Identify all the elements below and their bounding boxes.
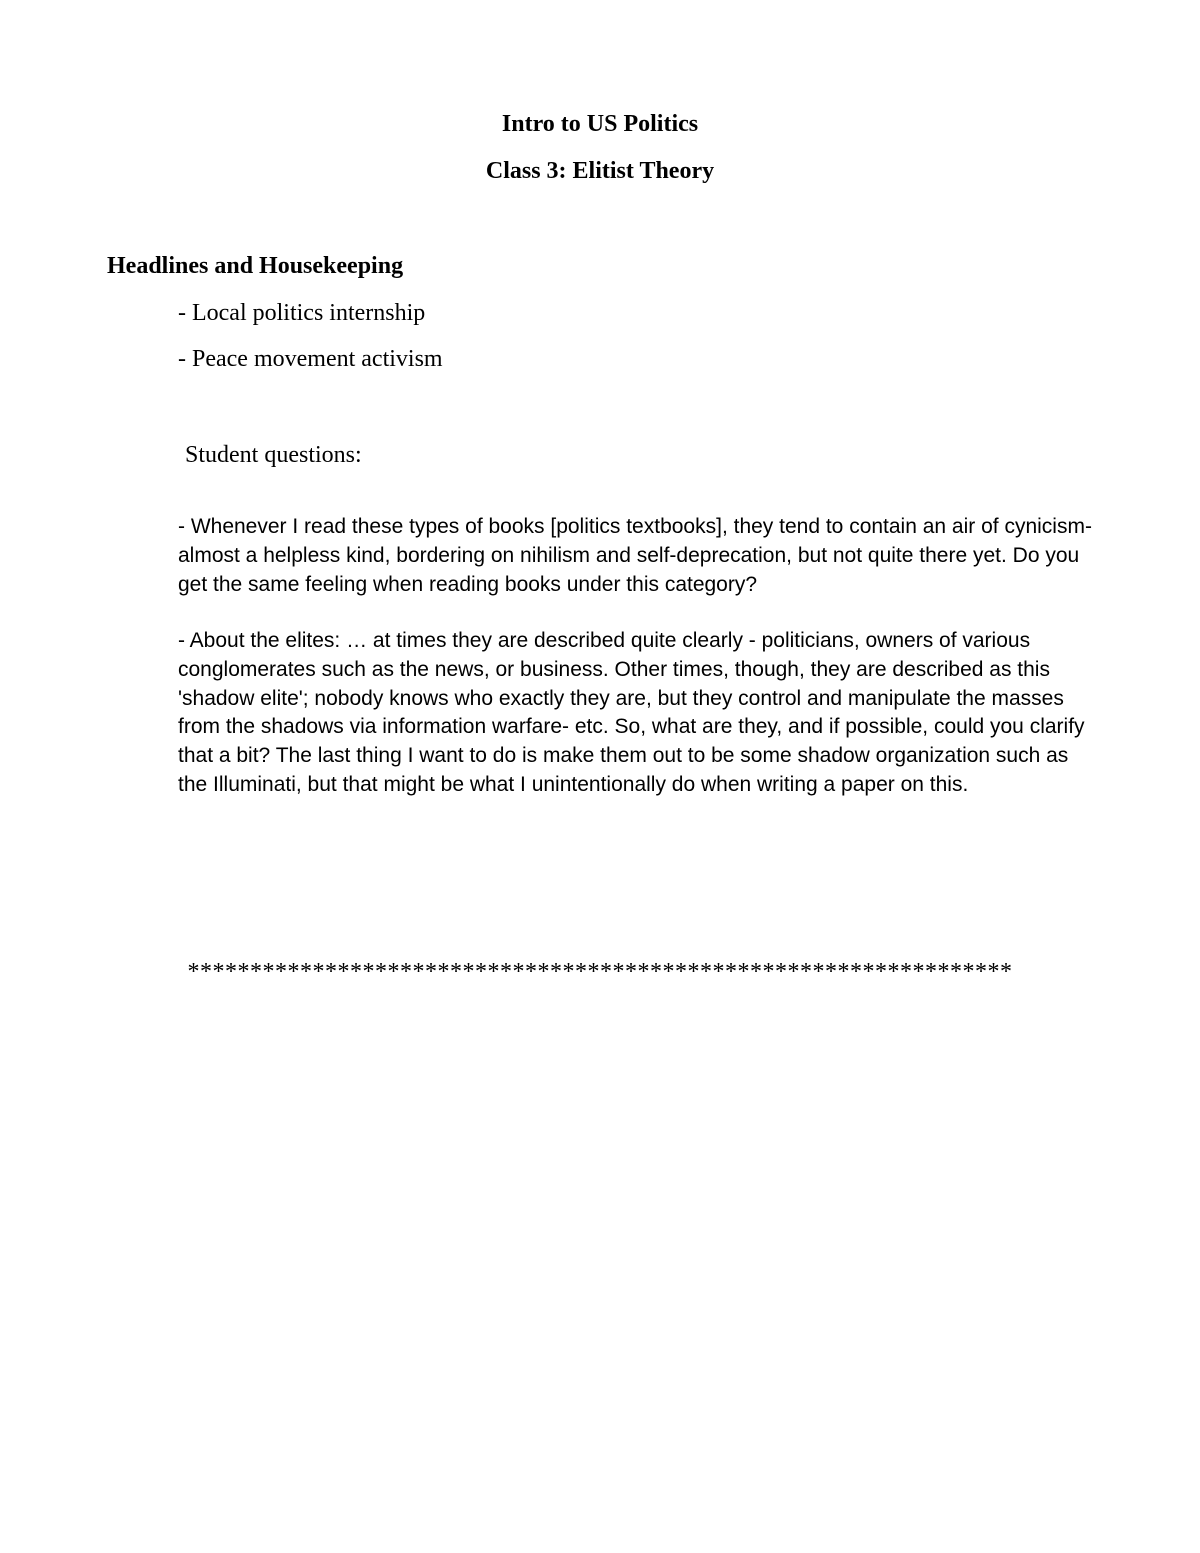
list-item: - Local politics internship xyxy=(178,300,426,326)
class-subtitle: Class 3: Elitist Theory xyxy=(485,158,715,184)
section-heading: Headlines and Housekeeping xyxy=(107,253,404,279)
asterisk-divider: ****************************************************************** xyxy=(187,959,1013,985)
student-questions-label: Student questions: xyxy=(185,442,362,468)
list-item: - Peace movement activism xyxy=(178,346,443,372)
student-question: - Whenever I read these types of books [politics textbooks], they tend to contain an air of cynicism- almost a helpless kind, bordering on nihilism and self-deprecation, but not quite there yet. Do you get the same feeling when reading books under this category? xyxy=(178,515,1092,596)
student-question: - About the elites: … at times they are described quite clearly - politicians, owners of various conglomerates such as the news, or business. Other times, though, they are described as this 'shadow elite'; nobody knows who exactly they are, but they control and manipulate the masses from the shadows via information warfare- etc. So, what are they, and if possible, could you clarify that a bit? The last thing I want to do is make them out to be some shadow organization such as the Illuminati, but that might be what I unintentionally do when writing a paper on this. xyxy=(178,629,1085,796)
housekeeping-list xyxy=(178,298,443,390)
document-title: Intro to US Politics xyxy=(501,111,699,137)
